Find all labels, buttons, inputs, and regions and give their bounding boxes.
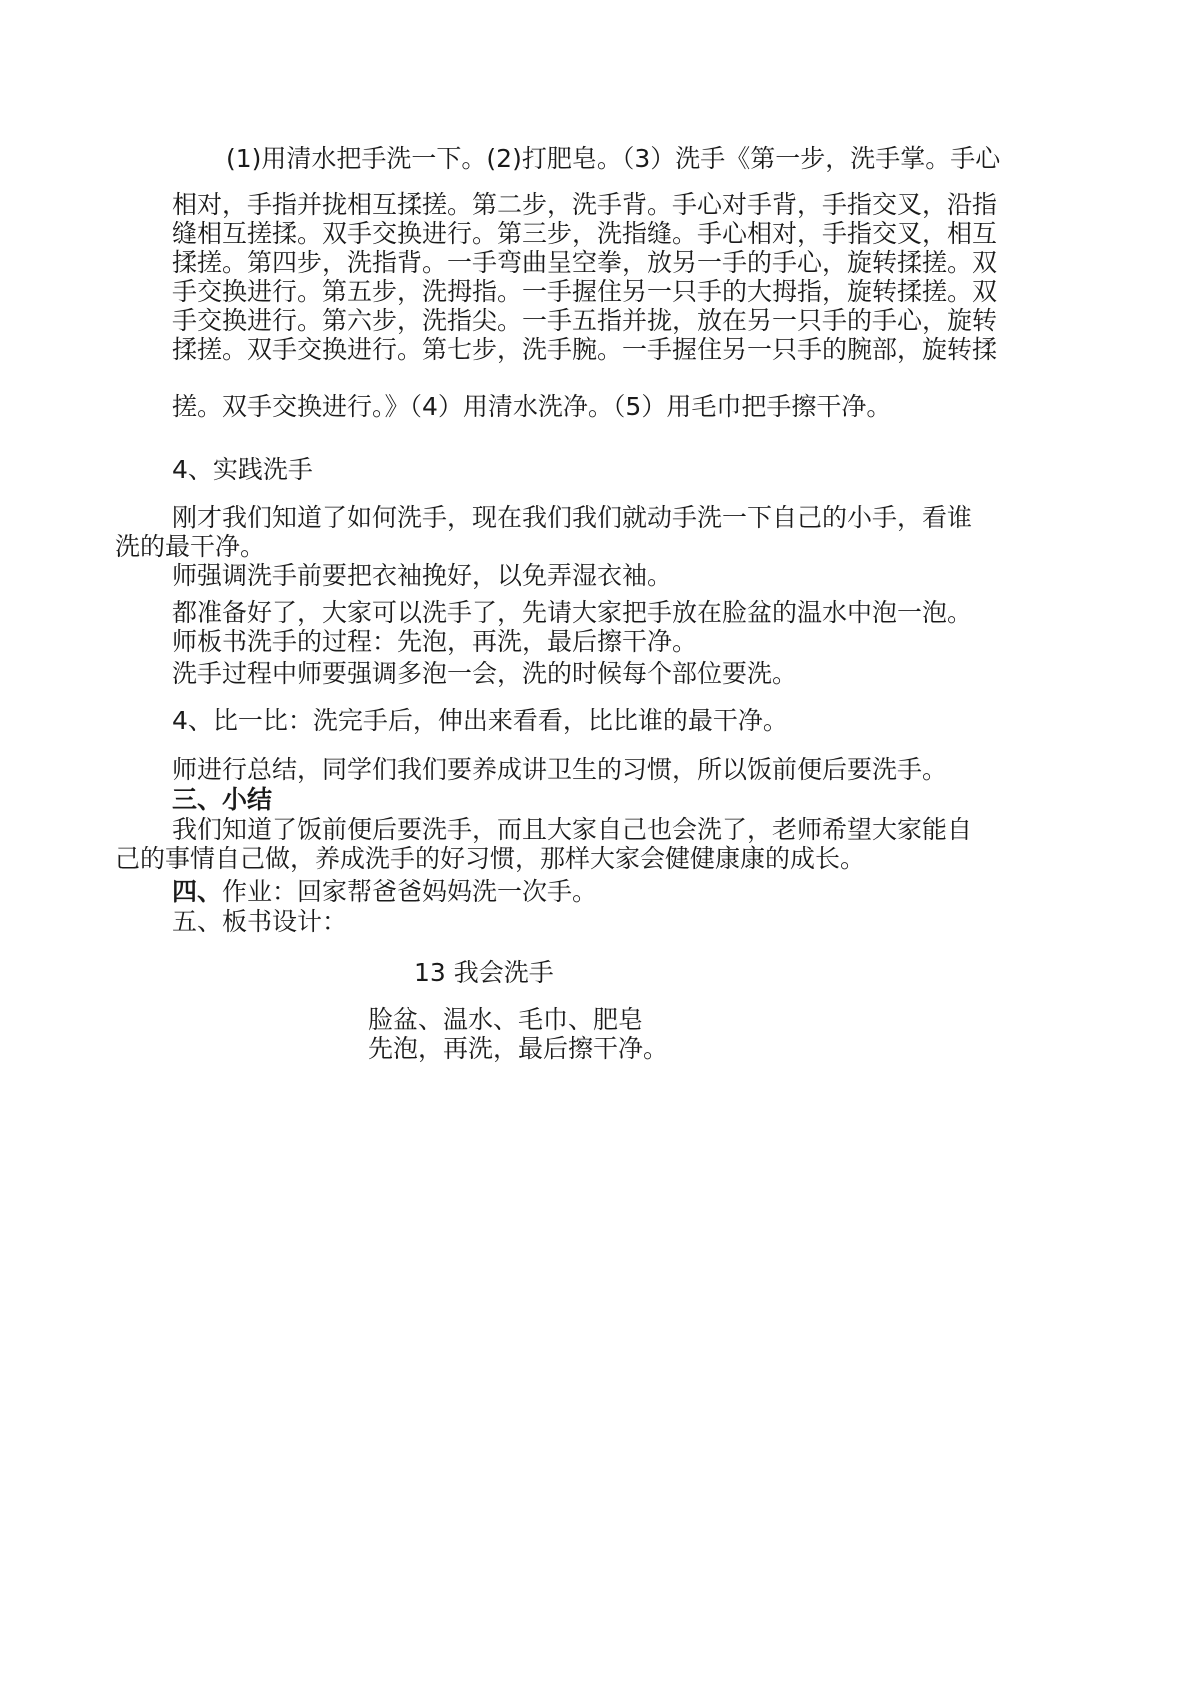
practice-line-3: 师强调洗手前要把衣袖挽好，以免弄湿衣袖。 xyxy=(172,561,673,590)
board-title: 13 我会洗手 xyxy=(414,958,554,987)
steps-line-4: 揉搓。第四步，洗指背。一手弯曲呈空拳，放另一手的手心，旋转揉搓。双 xyxy=(172,248,998,277)
practice-heading: 4、实践洗手 xyxy=(172,455,313,484)
steps-line-7: 揉搓。双手交换进行。第七步，洗手腕。一手握住另一只手的腕部，旋转揉 xyxy=(172,335,998,364)
section-4-heading xyxy=(172,877,597,906)
steps-line-1: (1)用清水把手洗一下。(2)打肥皂。（3）洗手《第一步，洗手掌。手心 xyxy=(226,144,1001,173)
section-3-heading: 三、小结 xyxy=(172,785,273,814)
section-4-heading-prefix: 四、 xyxy=(172,877,223,906)
steps-line-6: 手交换进行。第六步，洗指尖。一手五指并拢，放在另一只手的手心，旋转 xyxy=(172,306,998,335)
compare-heading: 4、比一比：洗完手后，伸出来看看，比比谁的最干净。 xyxy=(172,706,788,735)
practice-intro-line-1: 刚才我们知道了如何洗手，现在我们我们就动手洗一下自己的小手，看谁 xyxy=(172,503,973,532)
section-4-heading-rest: 作业：回家帮爸爸妈妈洗一次手。 xyxy=(222,877,598,906)
practice-line-5: 师板书洗手的过程：先泡，再洗，最后擦干净。 xyxy=(172,627,698,656)
section-3-line-2: 己的事情自己做，养成洗手的好习惯，那样大家会健健康康的成长。 xyxy=(115,844,866,873)
practice-intro-line-2: 洗的最干净。 xyxy=(115,532,266,561)
practice-line-6: 洗手过程中师要强调多泡一会，洗的时候每个部位要洗。 xyxy=(172,659,798,688)
practice-line-4: 都准备好了，大家可以洗手了，先请大家把手放在脸盆的温水中泡一泡。 xyxy=(172,598,973,627)
section-3-line-1: 我们知道了饭前便后要洗手，而且大家自己也会洗了，老师希望大家能自 xyxy=(172,815,973,844)
steps-line-3: 缝相互搓揉。双手交换进行。第三步，洗指缝。手心相对，手指交叉，相互 xyxy=(172,219,998,248)
section-5-heading: 五、板书设计： xyxy=(172,907,348,936)
steps-line-8: 搓。双手交换进行。》（4）用清水洗净。（5）用毛巾把手擦干净。 xyxy=(172,392,892,421)
board-line-1: 脸盆、温水、毛巾、肥皂 xyxy=(368,1005,644,1034)
steps-line-5: 手交换进行。第五步，洗拇指。一手握住另一只手的大拇指，旋转揉搓。双 xyxy=(172,277,998,306)
steps-line-2: 相对，手指并拢相互揉搓。第二步，洗手背。手心对手背，手指交叉，沿指 xyxy=(172,190,998,219)
board-line-2: 先泡，再洗，最后擦干净。 xyxy=(368,1034,669,1063)
compare-summary: 师进行总结，同学们我们要养成讲卫生的习惯，所以饭前便后要洗手。 xyxy=(172,755,948,784)
